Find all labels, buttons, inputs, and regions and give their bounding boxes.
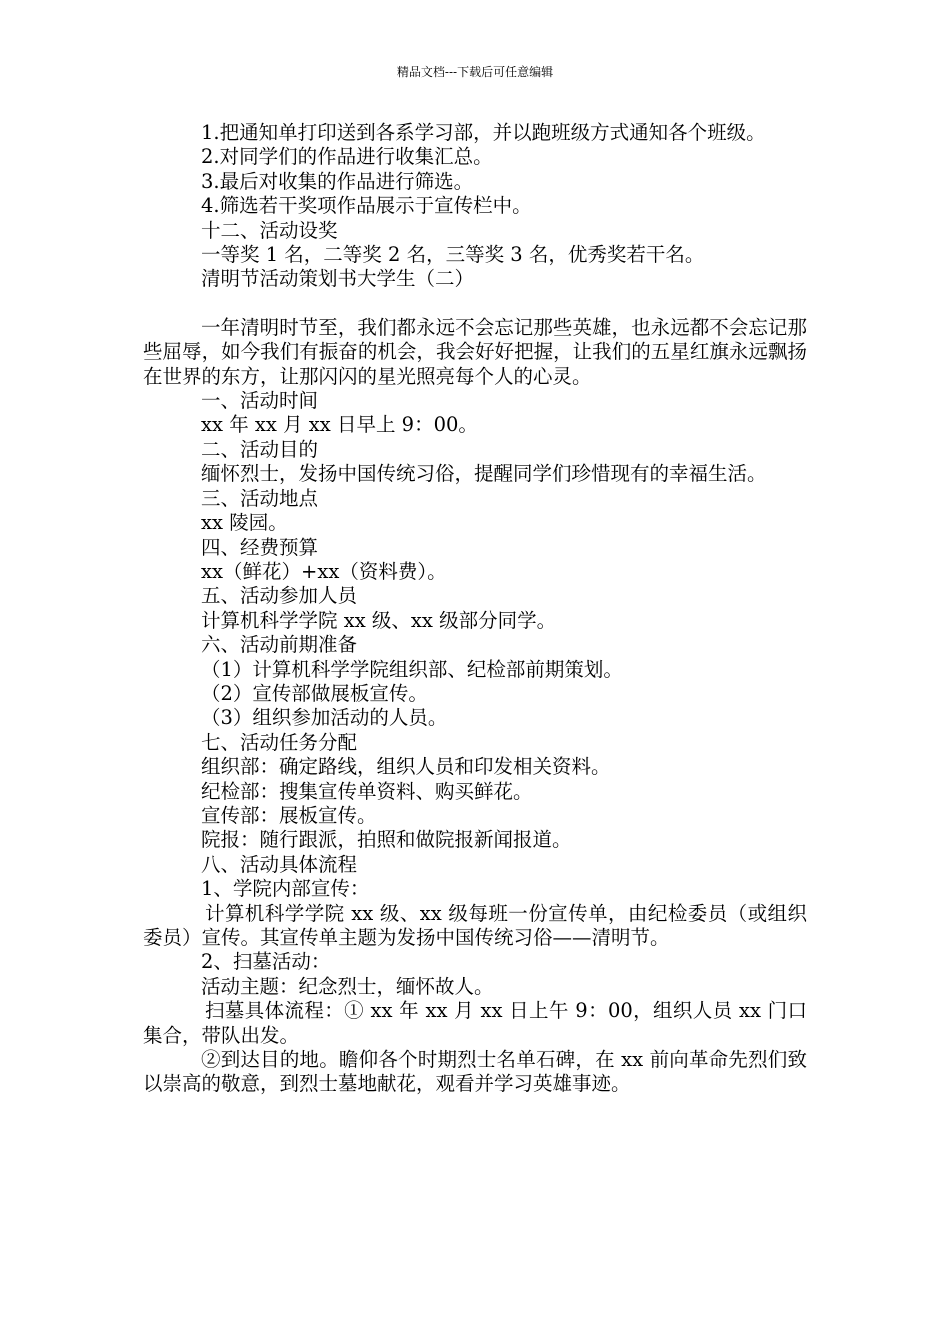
page-header: 精品文档---下载后可任意编辑 xyxy=(396,65,554,79)
section-heading-budget: 四、经费预算 xyxy=(201,535,319,559)
section-heading-location: 三、活动地点 xyxy=(201,486,319,510)
document-subtitle: 清明节活动策划书大学生（二） xyxy=(201,267,475,291)
section-heading-participants: 五、活动参加人员 xyxy=(201,584,358,608)
paragraph-task-organization: 组织部：确定路线，组织人员和印发相关资料。 xyxy=(201,755,611,779)
paragraph-activity-theme: 活动主题：纪念烈士，缅怀故人。 xyxy=(201,974,494,998)
subheading-tomb-sweeping: 2、扫墓活动： xyxy=(201,950,331,974)
paragraph-purpose: 缅怀烈士，发扬中国传统习俗，提醒同学们珍惜现有的幸福生活。 xyxy=(201,462,767,486)
section-heading-preparation: 六、活动前期准备 xyxy=(201,633,358,657)
paragraph-process-step-2: ②到达目的地。瞻仰各个时期烈士名单石碑，在 xx 前向革命先烈们致以崇高的敬意，到烈士墓地献花，观看并学习英雄事迹。 xyxy=(143,1048,807,1096)
paragraph-intro: 一年清明时节至，我们都永远不会忘记那些英雄，也永远都不会忘记那些屈辱，如今我们有振奋的机会，我会好好把握，让我们的五星红旗永远飘扬在世界的东方，让那闪闪的星光照亮每个人的心灵。 xyxy=(143,315,807,388)
paragraph-task-publicity: 宣传部：展板宣传。 xyxy=(201,803,377,827)
section-heading-process: 八、活动具体流程 xyxy=(201,852,358,876)
paragraph-notice-step-4: 4.筛选若干奖项作品展示于宣传栏中。 xyxy=(201,194,532,218)
paragraph-notice-step-3: 3.最后对收集的作品进行筛选。 xyxy=(201,169,474,193)
section-heading-tasks: 七、活动任务分配 xyxy=(201,730,358,754)
paragraph-budget: xx（鲜花）+xx（资料费）。 xyxy=(201,559,447,583)
paragraph-notice-step-1: 1.把通知单打印送到各系学习部，并以跑班级方式通知各个班级。 xyxy=(201,121,766,144)
paragraph-participants: 计算机科学学院 xx 级、xx 级部分同学。 xyxy=(201,608,557,632)
list-item-preparation-3: （3）组织参加活动的人员。 xyxy=(201,706,448,730)
paragraph-notice-step-2: 2.对同学们的作品进行收集汇总。 xyxy=(201,145,493,169)
paragraph-task-discipline: 纪检部：搜集宣传单资料、购买鲜花。 xyxy=(201,779,533,803)
section-heading-awards: 十二、活动设奖 xyxy=(201,218,338,242)
paragraph-time: xx 年 xx 月 xx 日早上 9：00。 xyxy=(201,413,478,437)
paragraph-process-step-1: 扫墓具体流程：① xx 年 xx 月 xx 日上午 9：00，组织人员 xx 门口集合，带队出发。 xyxy=(143,999,807,1047)
paragraph-task-newspaper: 院报：随行跟派，拍照和做院报新闻报道。 xyxy=(201,828,572,852)
document-body xyxy=(143,121,807,1097)
paragraph-location: xx 陵园。 xyxy=(201,511,288,535)
section-heading-purpose: 二、活动目的 xyxy=(201,437,319,461)
list-item-preparation-1: （1）计算机科学学院组织部、纪检部前期策划。 xyxy=(201,657,623,681)
blank-line xyxy=(143,292,807,316)
paragraph-awards: 一等奖 1 名，二等奖 2 名，三等奖 3 名，优秀奖若干名。 xyxy=(201,243,705,267)
list-item-preparation-2: （2）宣传部做展板宣传。 xyxy=(201,681,428,705)
subheading-internal-publicity: 1、学院内部宣传： xyxy=(201,877,370,901)
section-heading-time: 一、活动时间 xyxy=(201,389,319,413)
paragraph-internal-publicity: 计算机科学学院 xx 级、xx 级每班一份宣传单，由纪检委员（或组织委员）宣传。其宣传单主题为发扬中国传统习俗——清明节。 xyxy=(143,901,807,949)
